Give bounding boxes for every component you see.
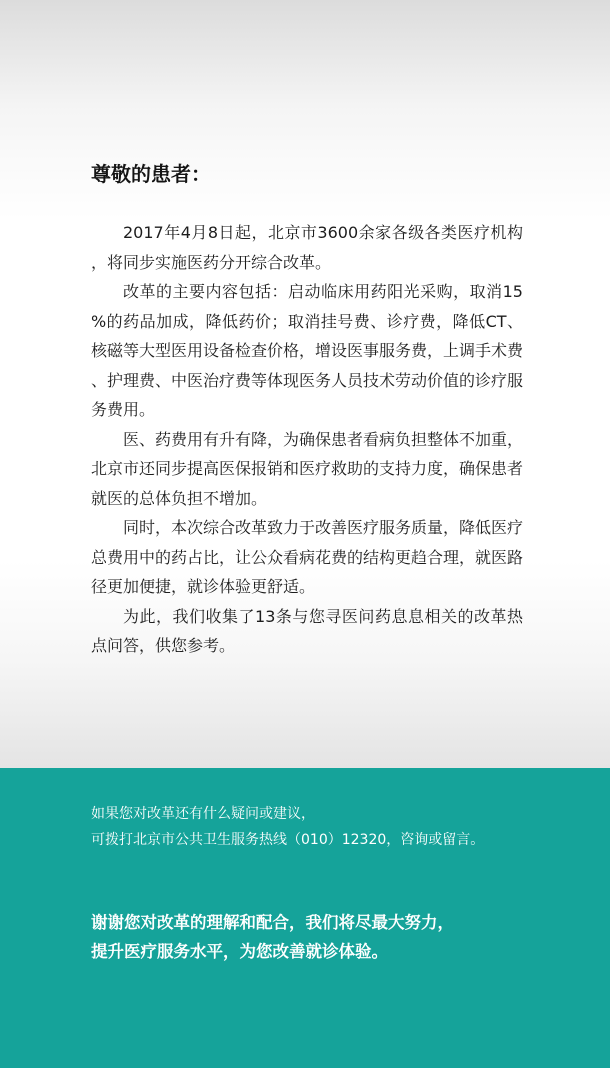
letter-paragraph: 改革的主要内容包括：启动临床用药阳光采购，取消15%的药品加成，降低药价；取消挂号费、诊疗费，降低CT、核磁等大型医用设备检查价格，增设医事服务费，上调手术费、护理费、中医治疗费等体现医务人员技术劳动价值的诊疗服务费用。 (91, 282, 524, 419)
contact-line: 如果您对改革还有什么疑问或建议， (91, 806, 315, 822)
thanks-line: 提升医疗服务水平，为您改善就诊体验。 (91, 942, 388, 961)
footer-section (0, 768, 610, 1068)
letter-paragraph: 为此，我们收集了13条与您寻医问药息息相关的改革热点问答，供您参考。 (91, 606, 523, 655)
letter-paragraph: 2017年4月8日起，北京市3600余家各级各类医疗机构，将同步实施医药分开综合改革。 (91, 223, 523, 272)
letter-paragraph: 医、药费用有升有降，为确保患者看病负担整体不加重，北京市还同步提高医保报销和医疗救助的支持力度，确保患者就医的总体负担不增加。 (91, 429, 524, 508)
letter-body (91, 218, 523, 661)
thanks-line: 谢谢您对改革的理解和配合，我们将尽最大努力， (91, 913, 454, 932)
contact-info (91, 801, 484, 853)
hotline-line: 可拨打北京市公共卫生服务热线（010）12320，咨询或留言。 (91, 832, 485, 848)
letter-paragraph: 同时，本次综合改革致力于改善医疗服务质量，降低医疗总费用中的药占比，让公众看病花费的结构更趋合理，就医路径更加便捷，就诊体验更舒适。 (91, 518, 524, 596)
thanks-message (91, 908, 454, 966)
greeting-heading: 尊敬的患者： (91, 162, 211, 186)
